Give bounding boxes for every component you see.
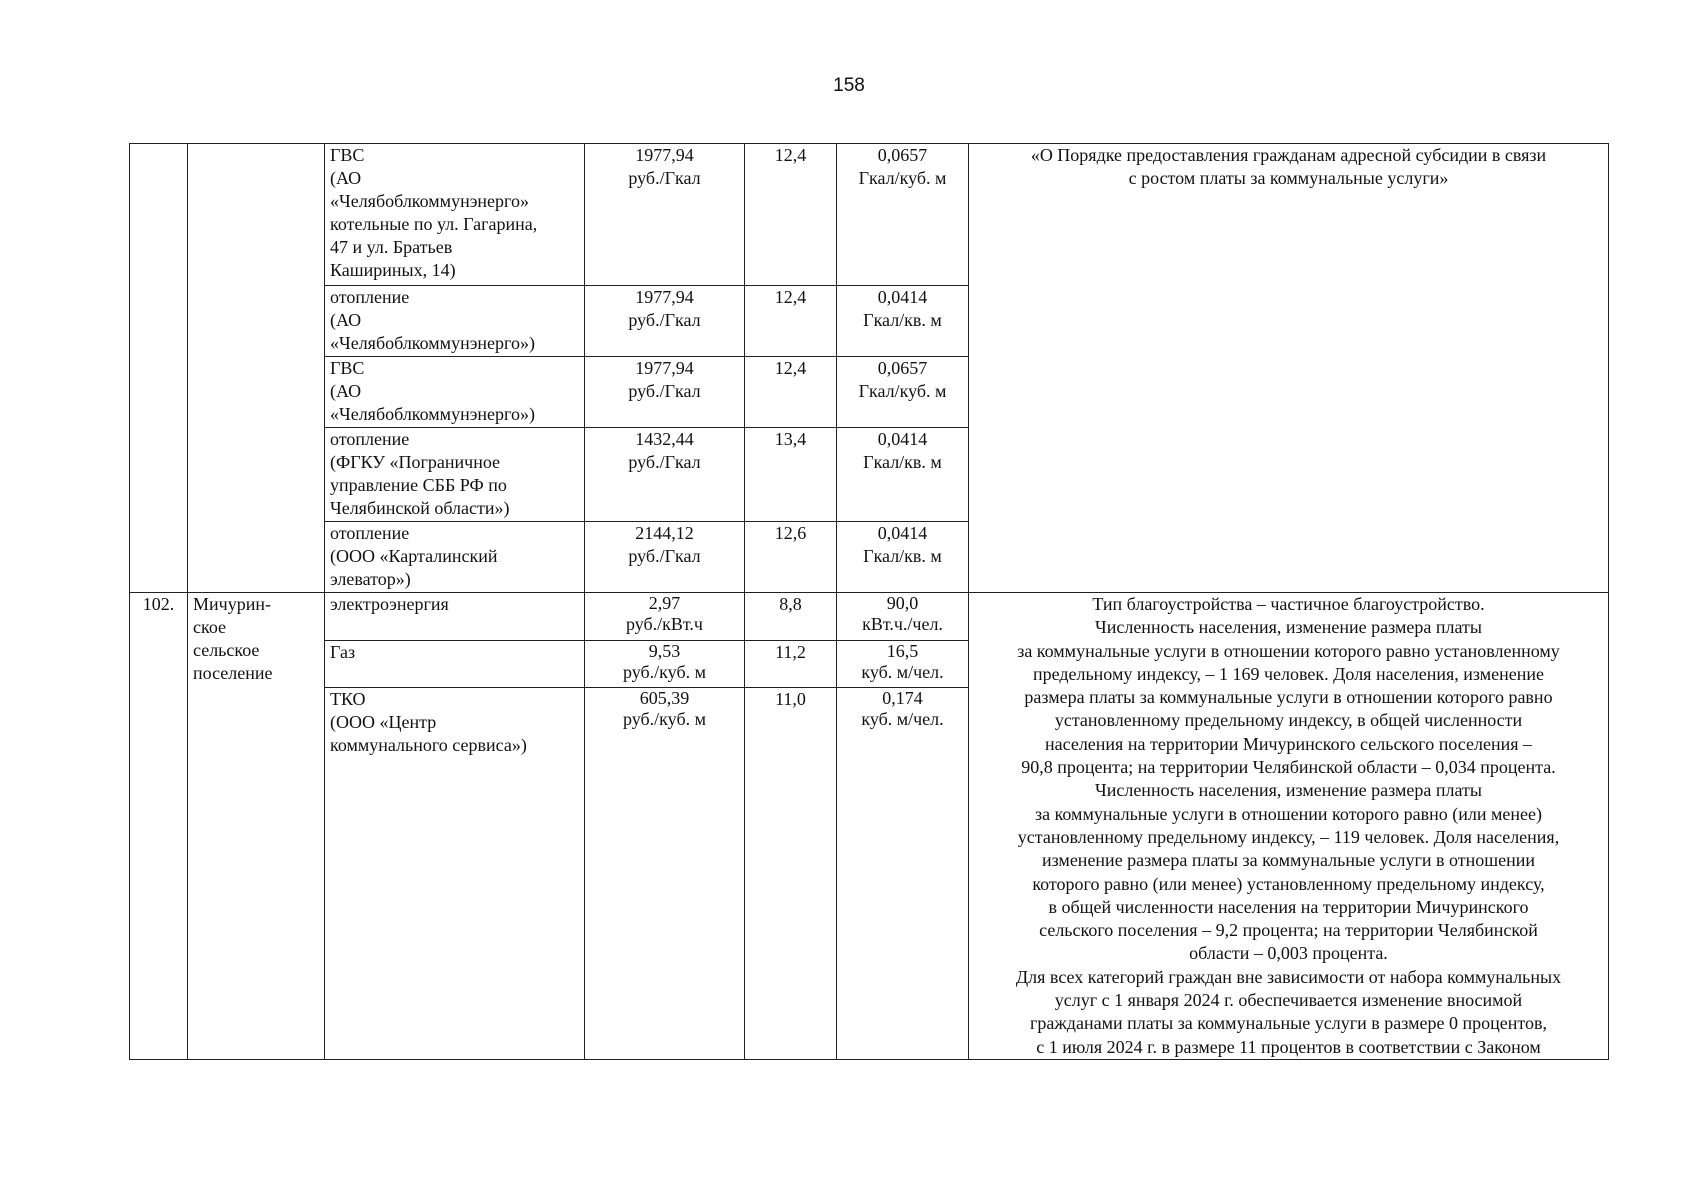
index-cell bbox=[745, 357, 837, 428]
settlement-cell-line: сельское bbox=[193, 640, 260, 660]
tariff-cell bbox=[585, 522, 745, 593]
note-cell-line: гражданами платы за коммунальные услуги в размере 0 процентов, bbox=[1030, 1013, 1547, 1034]
service-cell-line: Газ bbox=[330, 642, 356, 662]
index-cell-line: 11,2 bbox=[775, 642, 806, 662]
page-number: 158 bbox=[833, 75, 865, 96]
tariff-cell-line: руб./Гкал bbox=[628, 381, 701, 401]
row-number-cell-line: 102. bbox=[142, 594, 175, 614]
service-cell-line: (АО bbox=[330, 381, 362, 401]
table-row bbox=[130, 593, 1609, 641]
index-cell bbox=[745, 286, 837, 357]
settlement-cell bbox=[188, 144, 325, 593]
service-cell-line: (ООО «Центр bbox=[330, 712, 437, 732]
service-cell bbox=[325, 144, 585, 286]
note-cell-line: которого равно (или менее) установленному предельному индексу, bbox=[1032, 873, 1545, 894]
tariff-cell-line: 605,39 bbox=[639, 688, 690, 708]
service-cell-line: управление СББ РФ по bbox=[330, 475, 507, 495]
service-cell bbox=[325, 641, 585, 688]
service-cell-line: 47 и ул. Братьев bbox=[330, 237, 453, 257]
norm-cell-line: Гкал/кв. м bbox=[863, 452, 942, 472]
service-cell-line: «Челябоблкоммунэнерго») bbox=[330, 404, 535, 424]
norm-cell bbox=[837, 357, 969, 428]
norm-cell-line: Гкал/куб. м bbox=[858, 381, 947, 401]
tariff-cell-line: 1977,94 bbox=[635, 358, 694, 378]
service-cell bbox=[325, 428, 585, 522]
index-cell-line: 12,6 bbox=[774, 523, 807, 543]
index-cell-line: 12,4 bbox=[774, 287, 807, 307]
note-cell-line: сельского поселения – 9,2 процента; на территории Челябинской bbox=[1039, 920, 1538, 941]
service-cell-line: (ООО «Карталинский bbox=[330, 546, 498, 566]
tariff-cell-line: 2144,12 bbox=[635, 523, 694, 543]
tariff-cell bbox=[585, 688, 745, 1060]
tariff-cell-line: руб./Гкал bbox=[628, 168, 701, 188]
note-cell-line: Тип благоустройства – частичное благоустройство. bbox=[1092, 594, 1485, 614]
index-cell bbox=[745, 522, 837, 593]
tariff-cell-line: 1977,94 bbox=[635, 287, 694, 307]
service-cell-line: «Челябоблкоммунэнерго») bbox=[330, 333, 535, 353]
note-cell-line: установленному предельному индексу, – 119 человек. Доля населения, bbox=[1017, 826, 1560, 847]
service-cell-line: Кашириных, 14) bbox=[330, 260, 456, 280]
norm-cell bbox=[837, 286, 969, 357]
tariff-cell bbox=[585, 641, 745, 688]
tariff-cell bbox=[585, 428, 745, 522]
tariff-cell-line: 1432,44 bbox=[635, 429, 694, 449]
service-cell-line: (АО bbox=[330, 168, 362, 188]
norm-cell-line: Гкал/кв. м bbox=[863, 310, 942, 330]
index-cell-line: 11,0 bbox=[775, 689, 806, 709]
settlement-cell-line: поселение bbox=[193, 663, 273, 683]
index-cell-line: 8,8 bbox=[779, 594, 802, 614]
service-cell-line: элеватор») bbox=[330, 569, 411, 589]
service-cell bbox=[325, 357, 585, 428]
norm-cell-line: Гкал/куб. м bbox=[858, 168, 947, 188]
note-cell-line: в общей численности населения на территории Мичуринского bbox=[1048, 896, 1529, 917]
note-cell-line: за коммунальные услуги в отношении которого равно установленному bbox=[1017, 640, 1560, 661]
note-cell-line: услуг с 1 января 2024 г. обеспечивается изменение вносимой bbox=[1054, 990, 1523, 1011]
service-cell-line: (АО bbox=[330, 310, 362, 330]
service-cell-line: электроэнергия bbox=[330, 594, 449, 614]
service-cell-line: «Челябоблкоммунэнерго» bbox=[330, 191, 529, 211]
norm-cell-line: 0,0414 bbox=[877, 523, 928, 543]
note-cell-line: населения на территории Мичуринского сельского поселения – bbox=[1045, 733, 1532, 754]
norm-cell-line: куб. м/чел. bbox=[861, 709, 944, 729]
norm-cell-line: 0,0657 bbox=[877, 358, 928, 378]
norm-cell bbox=[837, 522, 969, 593]
tariff-cell-line: руб./куб. м bbox=[623, 709, 706, 729]
settlement-cell bbox=[188, 593, 325, 1060]
note-cell-line: с 1 июля 2024 г. в размере 11 процентов в соответствии с Законом bbox=[1036, 1036, 1541, 1057]
row-number-cell bbox=[130, 144, 188, 593]
service-cell bbox=[325, 522, 585, 593]
tariff-cell-line: руб./Гкал bbox=[628, 310, 701, 330]
tariff-cell bbox=[585, 357, 745, 428]
norm-cell bbox=[837, 593, 969, 641]
service-cell-line: коммунального сервиса») bbox=[330, 735, 527, 755]
norm-cell bbox=[837, 428, 969, 522]
norm-cell-line: 90,0 bbox=[886, 593, 919, 613]
index-cell-line: 13,4 bbox=[774, 429, 807, 449]
tariff-cell-line: руб./Гкал bbox=[628, 546, 701, 566]
tariff-cell-line: руб./куб. м bbox=[623, 662, 706, 682]
norm-cell bbox=[837, 144, 969, 286]
norm-cell-line: 0,174 bbox=[882, 688, 923, 708]
norm-cell-line: 0,0414 bbox=[877, 287, 928, 307]
note-cell bbox=[969, 144, 1609, 593]
row-number-cell bbox=[130, 593, 188, 1060]
norm-cell-line: 0,0657 bbox=[877, 145, 928, 165]
index-cell-line: 12,4 bbox=[774, 145, 807, 165]
note-cell-line: изменение размера платы за коммунальные услуги в отношении bbox=[1041, 850, 1536, 871]
norm-cell-line: Гкал/кв. м bbox=[863, 546, 942, 566]
index-cell bbox=[745, 641, 837, 688]
norm-cell-line: 0,0414 bbox=[877, 429, 928, 449]
tariff-cell-line: 2,97 bbox=[648, 593, 681, 613]
tariff-cell bbox=[585, 286, 745, 357]
service-cell-line: котельные по ул. Гагарина, bbox=[330, 214, 538, 234]
service-cell-line: ТКО bbox=[330, 689, 366, 709]
note-cell-line: области – 0,003 процента. bbox=[1189, 943, 1388, 964]
index-cell bbox=[745, 144, 837, 286]
note-cell-line: «О Порядке предоставления гражданам адресной субсидии в связи bbox=[1030, 145, 1547, 165]
norm-cell bbox=[837, 641, 969, 688]
norm-cell-line: кВт.ч./чел. bbox=[862, 614, 943, 634]
norm-cell bbox=[837, 688, 969, 1060]
settlement-cell-line: ское bbox=[193, 617, 227, 637]
service-cell bbox=[325, 688, 585, 1060]
service-cell-line: отопление bbox=[330, 523, 410, 543]
tariff-cell-line: 9,53 bbox=[648, 641, 681, 661]
settlement-cell-line: Мичурин- bbox=[193, 594, 271, 614]
tariff-cell-line: руб./Гкал bbox=[628, 452, 701, 472]
note-cell-line: Для всех категорий граждан вне зависимости от набора коммунальных bbox=[1015, 966, 1562, 987]
tariff-cell bbox=[585, 144, 745, 286]
table-row bbox=[130, 144, 1609, 286]
index-cell-line: 12,4 bbox=[774, 358, 807, 378]
note-cell-line: с ростом платы за коммунальные услуги» bbox=[1128, 168, 1449, 189]
tariff-cell bbox=[585, 593, 745, 641]
tariff-cell-line: руб./кВт.ч bbox=[625, 614, 703, 634]
service-cell-line: ГВС bbox=[330, 358, 365, 378]
note-cell-line: Численность населения, изменение размера платы bbox=[1095, 780, 1482, 801]
service-cell-line: (ФГКУ «Пограничное bbox=[330, 452, 501, 472]
index-cell bbox=[745, 688, 837, 1060]
note-cell-line: Численность населения, изменение размера платы bbox=[1095, 617, 1482, 638]
norm-cell-line: куб. м/чел. bbox=[861, 662, 944, 682]
service-cell-line: Челябинской области») bbox=[330, 498, 510, 518]
note-cell-line: за коммунальные услуги в отношении которого равно (или менее) bbox=[1034, 803, 1543, 824]
service-cell bbox=[325, 286, 585, 357]
index-cell bbox=[745, 593, 837, 641]
service-cell-line: ГВС bbox=[330, 145, 365, 165]
note-cell-line: размера платы за коммунальные услуги в отношении которого равно bbox=[1024, 687, 1553, 708]
tariff-cell-line: 1977,94 bbox=[635, 145, 694, 165]
note-cell-line: 90,8 процента; на территории Челябинской области – 0,034 процента. bbox=[1021, 757, 1556, 778]
service-cell-line: отопление bbox=[330, 429, 410, 449]
service-cell bbox=[325, 593, 585, 641]
service-cell-line: отопление bbox=[330, 287, 410, 307]
index-cell bbox=[745, 428, 837, 522]
tariff-table bbox=[129, 143, 1609, 1060]
note-cell-line: предельному индексу, – 1 169 человек. Доля населения, изменение bbox=[1032, 663, 1545, 684]
note-cell-line: установленному предельному индексу, в общей численности bbox=[1054, 710, 1523, 731]
note-cell bbox=[969, 593, 1609, 1060]
norm-cell-line: 16,5 bbox=[886, 641, 919, 661]
